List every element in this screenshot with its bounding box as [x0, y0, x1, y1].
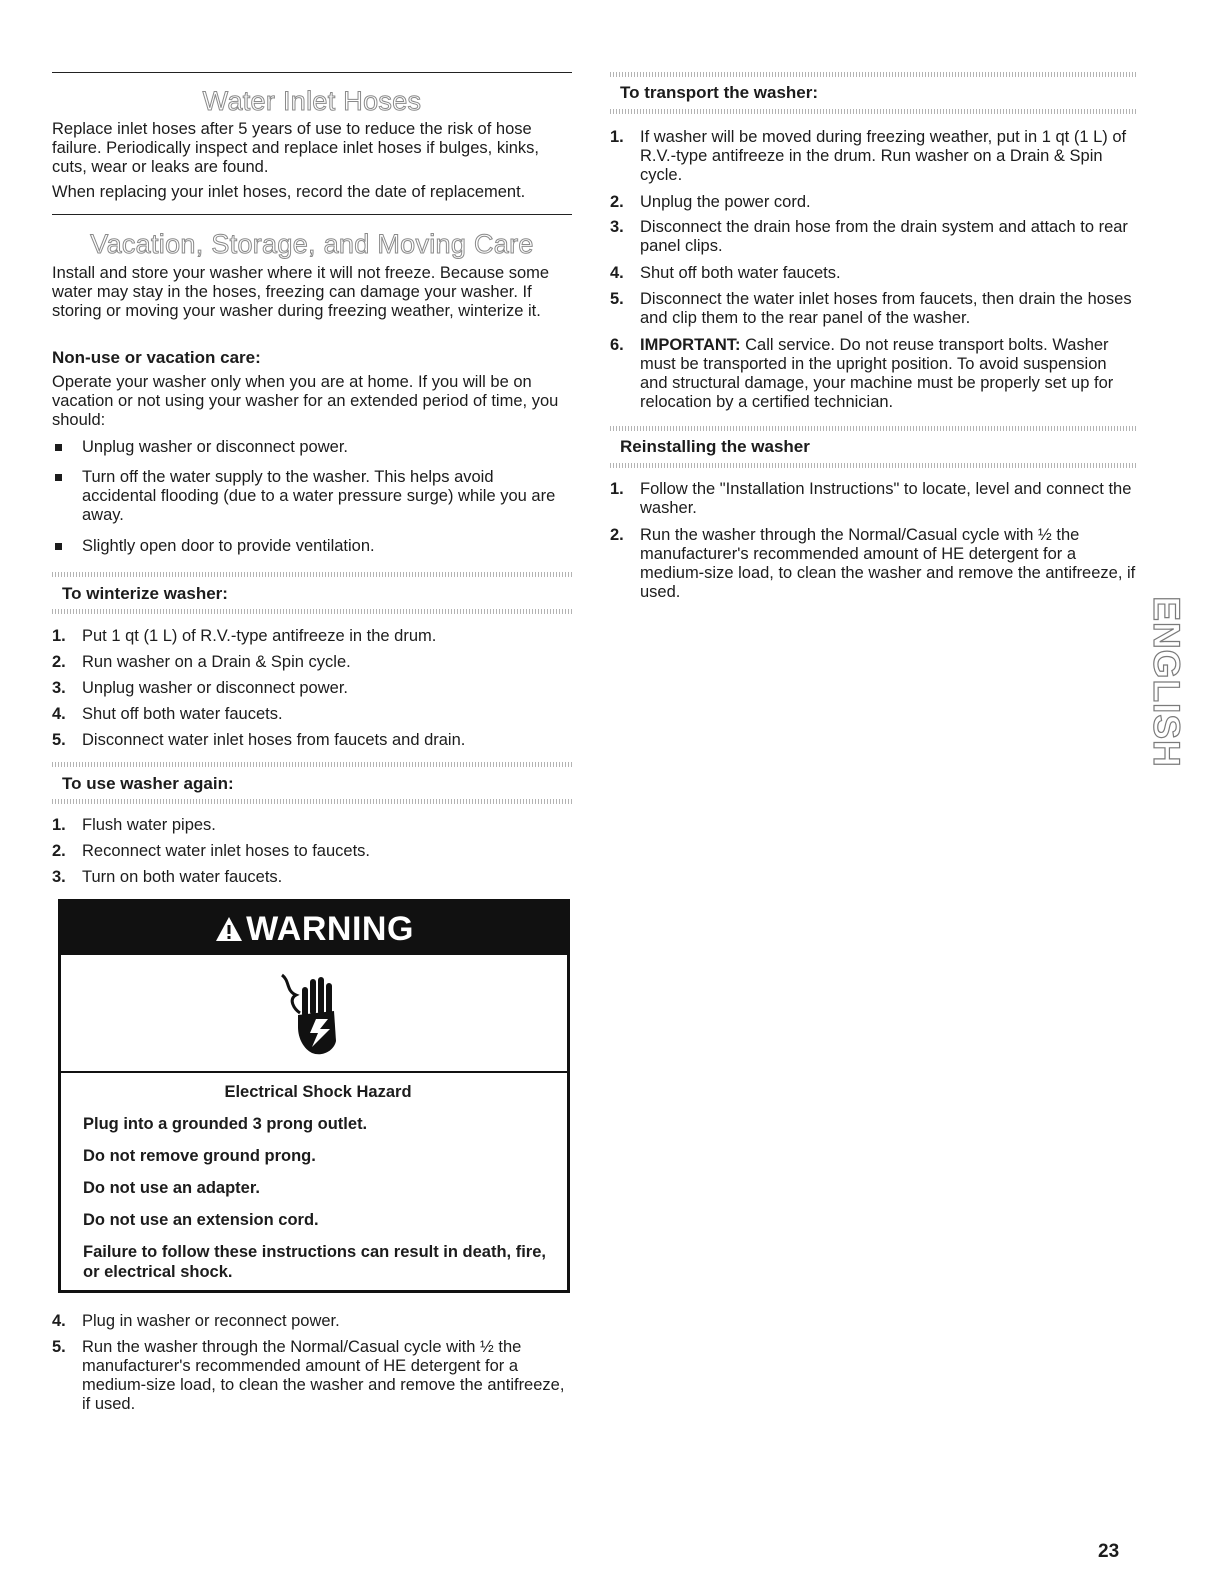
- step-text: Reconnect water inlet hoses to faucets.: [82, 842, 370, 860]
- step-text: Flush water pipes.: [82, 816, 216, 834]
- inlet-hoses-paragraph: Replace inlet hoses after 5 years of use to reduce the risk of hose failure. Periodically inspect and replace inlet hoses if bulges, kinks, cuts, wear or leaks are found.: [52, 120, 540, 176]
- step-number: 1.: [610, 480, 624, 498]
- step-number: 4.: [52, 1312, 66, 1330]
- section-title-vacation-storage: Vacation, Storage, and Moving Care: [90, 229, 534, 259]
- step-text: Disconnect the drain hose from the drain system and attach to rear panel clips.: [640, 218, 1128, 255]
- list-item: [52, 731, 572, 750]
- list-item: [52, 537, 572, 556]
- step-number: 2.: [610, 526, 624, 544]
- step-number: 6.: [610, 336, 624, 354]
- language-label: ENGLISH: [1146, 596, 1187, 768]
- list-item: [52, 653, 572, 672]
- step-text: Follow the "Installation Instructions" to locate, level and connect the washer.: [640, 480, 1132, 517]
- step-number: 1.: [52, 816, 66, 834]
- step-text: Plug in washer or reconnect power.: [82, 1312, 340, 1330]
- warning-header: [61, 902, 567, 955]
- bullet-icon: [55, 543, 62, 550]
- list-item: [52, 1338, 572, 1414]
- list-item: [52, 627, 572, 646]
- list-item: [52, 705, 572, 724]
- section-divider: [52, 72, 572, 73]
- warning-line: Do not remove ground prong.: [83, 1147, 316, 1165]
- list-item: [610, 193, 1136, 212]
- nonuse-paragraph: Operate your washer only when you are at home. If you will be on vacation or not using your washer for an extended period of time, you should:: [52, 373, 559, 429]
- use-again-heading-box: [52, 762, 572, 804]
- list-item: [52, 438, 572, 457]
- step-text: Disconnect the water inlet hoses from faucets, then drain the hoses and clip them to the rear panel of the washer.: [640, 290, 1132, 327]
- step-number: 5.: [52, 1338, 66, 1356]
- step-text: Unplug washer or disconnect power.: [82, 679, 348, 697]
- warning-triangle-icon: [214, 915, 244, 943]
- list-item: [610, 290, 1136, 328]
- hazard-title: Electrical Shock Hazard: [224, 1083, 412, 1101]
- nonuse-heading: Non-use or vacation care:: [52, 348, 261, 367]
- use-again-heading: To use washer again:: [62, 774, 234, 793]
- warning-icon-area: [61, 955, 567, 1073]
- transport-heading: To transport the washer:: [620, 83, 819, 102]
- list-item: [610, 336, 1136, 412]
- section-title-water-inlet-hoses: Water Inlet Hoses: [202, 86, 422, 116]
- language-side-tab: [1147, 568, 1187, 796]
- warning-line: Do not use an extension cord.: [83, 1211, 319, 1229]
- step-text: Disconnect water inlet hoses from faucets and drain.: [82, 731, 466, 749]
- electrical-shock-hand-icon: [276, 965, 356, 1065]
- list-item: [610, 128, 1136, 185]
- step-number: 3.: [52, 679, 66, 697]
- step-number: 1.: [52, 627, 66, 645]
- winterize-heading: To winterize washer:: [62, 584, 228, 603]
- step-text: Run the washer through the Normal/Casual cycle with ½ the manufacturer's recommended amount of HE detergent for a medium-size load, to clean the washer and remove the antifreeze, if used.: [82, 1338, 565, 1413]
- list-item: [52, 868, 572, 887]
- transport-heading-box: [610, 72, 1136, 114]
- important-text: Call service. Do not reuse transport bolts. Washer must be transported in the upright position. To avoid suspension and structural damage, your machine must be properly set up for relocation by a certified technician.: [640, 336, 1114, 411]
- step-text: Run washer on a Drain & Spin cycle.: [82, 653, 351, 671]
- step-text: Put 1 qt (1 L) of R.V.-type antifreeze in the drum.: [82, 627, 437, 645]
- step-text: Unplug the power cord.: [640, 193, 811, 211]
- bullet-text: Unplug washer or disconnect power.: [82, 438, 348, 456]
- step-text: Shut off both water faucets.: [640, 264, 841, 282]
- step-number: 5.: [610, 290, 624, 308]
- list-item: [610, 218, 1136, 256]
- warning-title: WARNING: [246, 910, 414, 948]
- list-item: [52, 1312, 572, 1331]
- reinstall-heading-box: [610, 426, 1136, 468]
- step-text: [640, 336, 1136, 412]
- warning-line: Failure to follow these instructions can result in death, fire, or electrical shock.: [83, 1243, 546, 1281]
- bullet-icon: [55, 444, 62, 451]
- vacation-intro-paragraph: Install and store your washer where it will not freeze. Because some water may stay in the hoses, freezing can damage your washer. If storing or moving your washer during freezing weather, winterize it.: [52, 264, 550, 320]
- step-number: 2.: [52, 842, 66, 860]
- bullet-text: Slightly open door to provide ventilation.: [82, 537, 375, 555]
- step-number: 2.: [610, 193, 624, 211]
- warning-line: Plug into a grounded 3 prong outlet.: [83, 1115, 368, 1133]
- important-label: IMPORTANT:: [640, 336, 741, 354]
- section-divider: [52, 214, 572, 215]
- list-item: [610, 264, 1136, 283]
- step-text: Run the washer through the Normal/Casual cycle with ½ the manufacturer's recommended amount of HE detergent for a medium-size load, to clean the washer and remove the antifreeze, if used.: [640, 526, 1136, 601]
- step-text: If washer will be moved during freezing weather, put in 1 qt (1 L) of R.V.-type antifreeze in the drum. Run washer on a Drain & Spin cycle.: [640, 128, 1127, 184]
- step-number: 1.: [610, 128, 624, 146]
- step-text: Turn on both water faucets.: [82, 868, 283, 886]
- list-item: [610, 480, 1136, 518]
- warning-line: Do not use an adapter.: [83, 1179, 260, 1197]
- warning-box: [58, 899, 570, 1293]
- reinstall-heading: Reinstalling the washer: [620, 437, 810, 456]
- list-item: [52, 842, 572, 861]
- step-number: 4.: [52, 705, 66, 723]
- list-item: [610, 526, 1136, 602]
- step-number: 3.: [610, 218, 624, 236]
- bullet-text: Turn off the water supply to the washer. This helps avoid accidental flooding (due to a water pressure surge) while you are away.: [82, 468, 556, 524]
- list-item: [52, 468, 572, 525]
- bullet-icon: [55, 474, 62, 481]
- winterize-heading-box: [52, 572, 572, 614]
- page-number: 23: [1098, 1541, 1120, 1562]
- step-number: 2.: [52, 653, 66, 671]
- step-number: 4.: [610, 264, 624, 282]
- step-number: 5.: [52, 731, 66, 749]
- step-text: Shut off both water faucets.: [82, 705, 283, 723]
- inlet-hoses-record-note: When replacing your inlet hoses, record the date of replacement.: [52, 183, 526, 201]
- list-item: [52, 816, 572, 835]
- step-number: 3.: [52, 868, 66, 886]
- list-item: [52, 679, 572, 698]
